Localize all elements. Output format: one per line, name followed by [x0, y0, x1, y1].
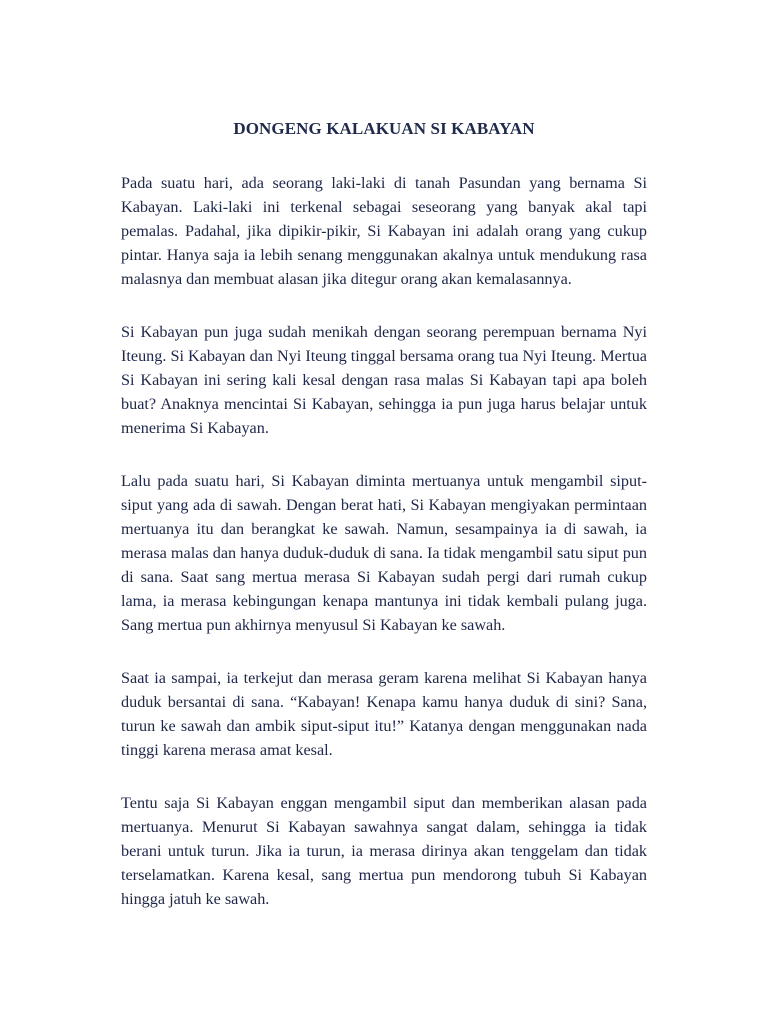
paragraph-5: Tentu saja Si Kabayan enggan mengambil siput dan memberikan alasan pada mertuanya. Menurut Si Kabayan sawahnya sangat dalam, sehingga ia tidak berani untuk turun. Jika ia turun, ia merasa dirinya akan tenggelam dan tidak terselamatkan. Karena kesal, sang mertua pun mendorong tubuh Si Kabayan hingga jatuh ke sawah.	[121, 794, 647, 908]
document-body	[121, 171, 647, 940]
paragraph-3: Lalu pada suatu hari, Si Kabayan diminta mertuanya untuk mengambil siput-siput yang ada di sawah. Dengan berat hati, Si Kabayan mengiyakan permintaan mertuanya itu dan berangkat ke sawah. Namun, sesampainya ia di sawah, ia merasa malas dan hanya duduk-duduk di sana. Ia tidak mengambil satu siput pun di sana. Saat sang mertua merasa Si Kabayan sudah pergi dari rumah cukup lama, ia merasa kebingungan kenapa mantunya ini tidak kembali pulang juga. Sang mertua pun akhirnya menyusul Si Kabayan ke sawah.	[121, 472, 647, 634]
document-title: DONGENG KALAKUAN SI KABAYAN	[233, 119, 535, 138]
paragraph-2: Si Kabayan pun juga sudah menikah dengan seorang perempuan bernama Nyi Iteung. Si Kabayan dan Nyi Iteung tinggal bersama orang tua Nyi Iteung. Mertua Si Kabayan ini sering kali kesal dengan rasa malas Si Kabayan tapi apa boleh buat? Anaknya mencintai Si Kabayan, sehingga ia pun juga harus belajar untuk menerima Si Kabayan.	[121, 323, 647, 437]
paragraph-4: Saat ia sampai, ia terkejut dan merasa geram karena melihat Si Kabayan hanya duduk bersantai di sana. “Kabayan! Kenapa kamu hanya duduk di sini? Sana, turun ke sawah dan ambik siput-siput itu!” Katanya dengan menggunakan nada tinggi karena merasa amat kesal.	[121, 669, 647, 759]
paragraph-1: Pada suatu hari, ada seorang laki-laki di tanah Pasundan yang bernama Si Kabayan. Laki-laki ini terkenal sebagai seseorang yang banyak akal tapi pemalas. Padahal, jika dipikir-pikir, Si Kabayan ini adalah orang yang cukup pintar. Hanya saja ia lebih senang menggunakan akalnya untuk mendukung rasa malasnya dan membuat alasan jika ditegur orang akan kemalasannya.	[121, 174, 647, 288]
